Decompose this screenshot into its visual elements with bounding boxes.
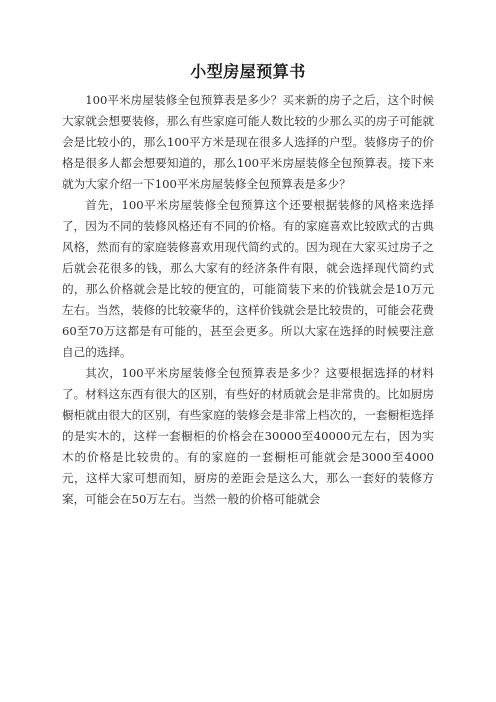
paragraph-intro: 100平米房屋装修全包预算表是多少？买来新的房子之后，这个时候大家就会想要装修，那么有些家庭可能人数比较的少那么买的房子可能就会是比较小的，那么100平方米是现在很多人选择的户型。装修房子的价格是很多人都会想要知道的，那么100平米房屋装修全包预算表。接下来就为大家介绍一下100平米房屋装修全包预算表是多少？: [62, 93, 434, 191]
document-title: 小型房屋预算书: [190, 62, 306, 81]
document-page: [62, 60, 434, 510]
paragraph-style: 首先，100平米房屋装修全包预算这个还要根据装修的风格来选择了，因为不同的装修风格还有不同的价格。有的家庭喜欢比较欧式的古典风格，然而有的家庭装修喜欢用现代简约式的。因为现在大家买过房子之后就会花很多的钱，那么大家有的经济条件有限，就会选择现代简约式的，那么价格就会是比较的便宜的，可能简装下来的价钱就会是10万元左右。当然，装修的比较豪华的，这样价钱就会是比较贵的，可能会花费60至70万这都是有可能的，甚至会更多。所以大家在选择的时候要注意自己的选择。: [62, 198, 434, 359]
paragraph-material: 其次，100平米房屋装修全包预算表是多少？这要根据选择的材料了。材料这东西有很大的区别，有些好的材质就会是非常贵的。比如厨房橱柜就由很大的区别，有些家庭的装修会是非常上档次的，一套橱柜选择的是实木的，这样一套橱柜的价格会在30000至40000元左右，因为实木的价格是比较贵的。有的家庭的一套橱柜可能就会是3000至4000元，这样大家可想而知，厨房的差距会是这么大，那么一套好的装修方案，可能会在50万左右。当然一般的价格可能就会: [62, 366, 434, 506]
